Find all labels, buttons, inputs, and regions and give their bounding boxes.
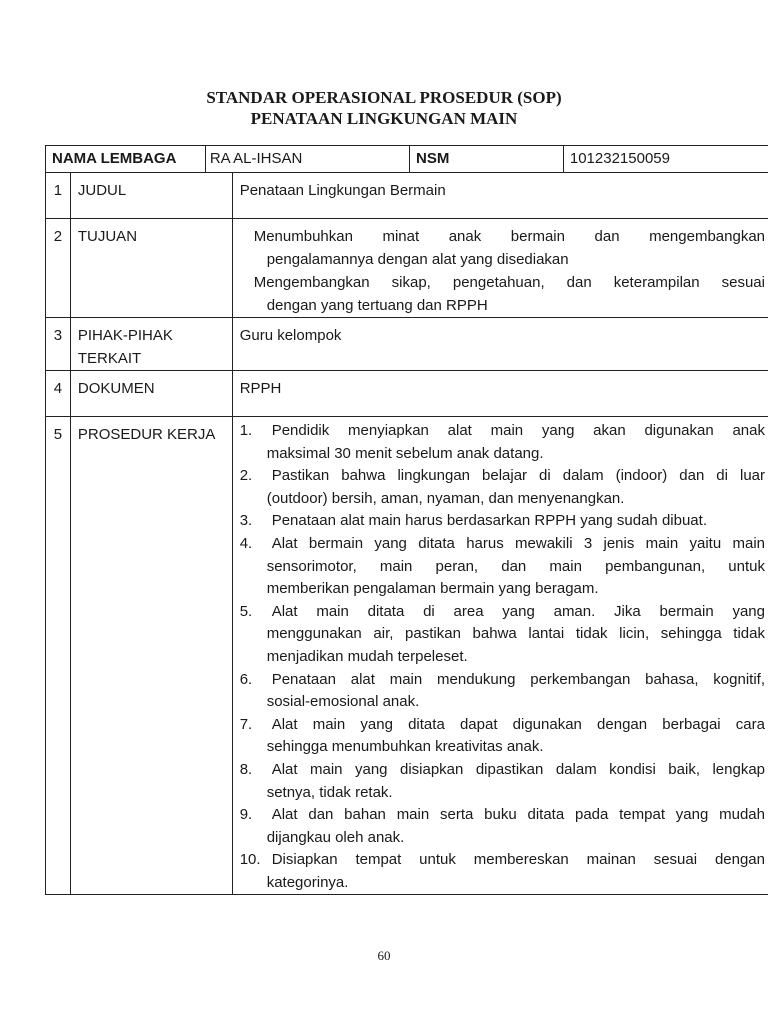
row-label: PIHAK-PIHAK TERKAIT [70, 318, 232, 371]
procedure-step [240, 601, 765, 669]
list-item [240, 225, 765, 271]
row-number: 1 [46, 173, 71, 219]
step-text-line: dijangkau oleh anak. [266, 828, 405, 846]
step-number: 9. [239, 806, 253, 824]
table-row [46, 417, 768, 895]
step-text-line: Disiapkan tempat untuk membereskan mainan sesuai dengan [271, 851, 765, 869]
page-number: 60 [377, 948, 391, 963]
nsm-value: 101232150059 [563, 146, 768, 173]
step-text-line: sehingga menumbuhkan kreativitas anak. [266, 738, 544, 756]
step-text-line: Pastikan bahwa lingkungan belajar di dalam (indoor) dan di luar [271, 467, 765, 485]
bullet-icon [240, 225, 254, 271]
header-row [46, 146, 768, 173]
step-text-line: sosial-emosional anak. [266, 693, 420, 711]
step-text-line: (outdoor) bersih, aman, nyaman, dan menyenangkan. [266, 489, 625, 507]
step-text-line: Alat main yang disiapkan dipastikan dalam kondisi baik, lengkap [271, 760, 765, 778]
step-text-line: Alat main ditata di area yang aman. Jika bermain yang [271, 602, 765, 620]
step-number: 6. [239, 670, 253, 688]
table-row [46, 219, 768, 318]
list-item [240, 271, 765, 317]
step-number: 3. [239, 512, 253, 530]
sop-table [45, 145, 768, 895]
step-text-line: Penataan alat main harus berdasarkan RPPH yang sudah dibuat. [271, 512, 707, 530]
step-text-line: Alat dan bahan main serta buku ditata pada tempat yang mudah [271, 806, 765, 824]
step-number: 1. [239, 422, 253, 439]
step-text-line: Alat main yang ditata dapat digunakan dengan berbagai cara [271, 715, 765, 733]
bullet-text-line: dengan yang tertuang dan RPPH [266, 297, 488, 314]
procedure-step [240, 510, 765, 533]
row-number: 3 [46, 318, 71, 371]
row-value: Guru kelompok [232, 318, 768, 371]
row-label: JUDUL [70, 173, 232, 219]
title-line-1: STANDAR OPERASIONAL PROSEDUR (SOP) [206, 88, 562, 107]
procedure-step [240, 759, 765, 804]
procedure-step [240, 420, 765, 465]
step-text-line: Penataan alat main mendukung perkembangan bahasa, kognitif, [271, 670, 765, 688]
row-label: PROSEDUR KERJA [70, 417, 232, 895]
procedure-step [240, 804, 765, 849]
procedure-step [240, 849, 765, 894]
row-number: 5 [46, 417, 71, 895]
step-number: 10. [239, 851, 261, 869]
bullet-text-line: Menumbuhkan minat anak bermain dan mengembangkan [253, 228, 765, 245]
step-number: 4. [239, 534, 253, 552]
bullet-text-line: Mengembangkan sikap, pengetahuan, dan keterampilan sesuai [253, 274, 765, 291]
step-text-line: Pendidik menyiapkan alat main yang akan digunakan anak [271, 422, 765, 439]
step-text-line: maksimal 30 menit sebelum anak datang. [266, 444, 544, 462]
row-label: DOKUMEN [70, 371, 232, 417]
procedure-step [240, 714, 765, 759]
table-row [46, 173, 768, 219]
step-text-line: sensorimotor, main peran, dan main pembangunan, untuk [266, 557, 765, 575]
row-value [232, 417, 768, 895]
row-label: TUJUAN [70, 219, 232, 318]
document-title [0, 87, 768, 129]
step-text-line: setnya, tidak retak. [266, 783, 393, 801]
title-line-2: PENATAAN LINGKUNGAN MAIN [250, 109, 518, 128]
row-number: 2 [46, 219, 71, 318]
row-value [232, 219, 768, 318]
step-number: 8. [239, 760, 253, 778]
nsm-label: NSM [410, 146, 564, 173]
step-text-line: Alat bermain yang ditata harus mewakili 3 jenis main yaitu main [271, 534, 765, 552]
nama-lembaga-label: NAMA LEMBAGA [46, 146, 206, 173]
row-value: Penataan Lingkungan Bermain [232, 173, 768, 219]
step-number: 5. [239, 602, 253, 620]
table-row [46, 318, 768, 371]
procedure-step [240, 533, 765, 601]
step-text-line: memberikan pengalaman bermain yang beragam. [266, 580, 599, 598]
step-text-line: menjadikan mudah terpeleset. [266, 647, 468, 665]
row-value: RPPH [232, 371, 768, 417]
procedure-step [240, 669, 765, 714]
step-text-line: kategorinya. [266, 873, 349, 891]
row-number: 4 [46, 371, 71, 417]
step-number: 7. [239, 715, 253, 733]
bullet-icon [240, 271, 254, 317]
step-number: 2. [239, 467, 253, 485]
procedure-list [240, 420, 765, 894]
procedure-step [240, 465, 765, 510]
step-text-line: menggunakan air, pastikan bahwa lantai tidak licin, sehingga tidak [266, 625, 765, 643]
nama-lembaga-value: RA AL-IHSAN [205, 146, 409, 173]
bullet-text-line: pengalamannya dengan alat yang disediakan [266, 251, 569, 268]
table-row [46, 371, 768, 417]
